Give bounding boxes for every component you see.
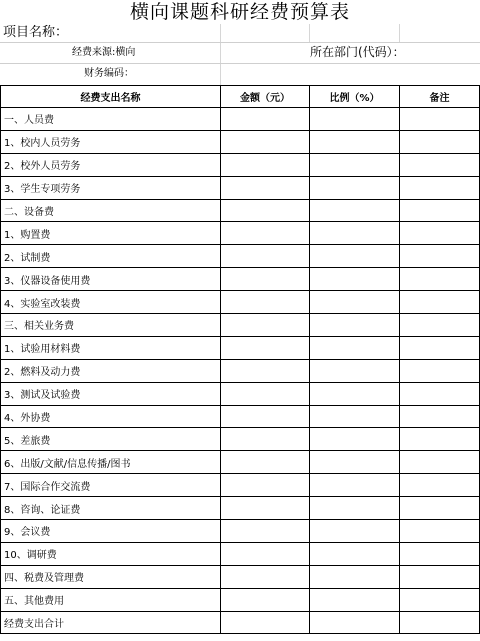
- remarks-cell[interactable]: [400, 542, 480, 565]
- table-row: [1, 428, 480, 451]
- ratio-cell[interactable]: [310, 542, 400, 565]
- expense-name-cell: 3、仪器设备使用费: [1, 268, 221, 291]
- amount-cell[interactable]: [221, 199, 310, 222]
- remarks-cell[interactable]: [400, 314, 480, 337]
- ratio-cell[interactable]: [310, 153, 400, 176]
- table-row: [1, 497, 480, 520]
- table-row: [1, 291, 480, 314]
- remarks-cell[interactable]: [400, 520, 480, 543]
- amount-cell[interactable]: [221, 359, 310, 382]
- table-row: [1, 314, 480, 337]
- table-row: [1, 542, 480, 565]
- remarks-cell[interactable]: [400, 405, 480, 428]
- budget-table: [0, 85, 480, 634]
- amount-cell[interactable]: [221, 474, 310, 497]
- amount-cell[interactable]: [221, 153, 310, 176]
- remarks-cell[interactable]: [400, 176, 480, 199]
- amount-cell[interactable]: [221, 268, 310, 291]
- expense-name-cell: 10、调研费: [1, 542, 221, 565]
- table-row: [1, 588, 480, 611]
- table-row: [1, 108, 480, 131]
- remarks-cell[interactable]: [400, 611, 480, 634]
- expense-name-cell: 二、设备费: [1, 199, 221, 222]
- remarks-cell[interactable]: [400, 130, 480, 153]
- amount-cell[interactable]: [221, 176, 310, 199]
- project-name-row: [0, 24, 480, 43]
- expense-name-cell: 1、校内人员劳务: [1, 130, 221, 153]
- ratio-cell[interactable]: [310, 245, 400, 268]
- page-title: 横向课题科研经费预算表: [129, 1, 350, 23]
- ratio-cell[interactable]: [310, 359, 400, 382]
- amount-cell[interactable]: [221, 222, 310, 245]
- remarks-cell[interactable]: [400, 451, 480, 474]
- expense-name-cell: 4、实验室改装费: [1, 291, 221, 314]
- table-row: [1, 245, 480, 268]
- remarks-cell[interactable]: [400, 108, 480, 131]
- remarks-cell[interactable]: [400, 153, 480, 176]
- amount-cell[interactable]: [221, 565, 310, 588]
- table-row: [1, 382, 480, 405]
- table-row: [1, 405, 480, 428]
- expense-name-cell: 三、相关业务费: [1, 314, 221, 337]
- ratio-cell[interactable]: [310, 474, 400, 497]
- table-row: [1, 222, 480, 245]
- amount-cell[interactable]: [221, 245, 310, 268]
- amount-cell[interactable]: [221, 108, 310, 131]
- expense-name-cell: 6、出版/文献/信息传播/图书: [1, 451, 221, 474]
- header-expense-name: 经费支出名称: [1, 86, 221, 108]
- amount-cell[interactable]: [221, 336, 310, 359]
- amount-cell[interactable]: [221, 291, 310, 314]
- expense-name-cell: 四、税费及管理费: [1, 565, 221, 588]
- ratio-cell[interactable]: [310, 428, 400, 451]
- expense-name-cell: 五、其他费用: [1, 588, 221, 611]
- header-remarks: 备注: [400, 86, 480, 108]
- amount-cell[interactable]: [221, 542, 310, 565]
- table-row: [1, 153, 480, 176]
- expense-name-cell: 8、咨询、论证费: [1, 497, 221, 520]
- amount-cell[interactable]: [221, 382, 310, 405]
- remarks-cell[interactable]: [400, 359, 480, 382]
- remarks-cell[interactable]: [400, 588, 480, 611]
- expense-name-cell: 3、学生专项劳务: [1, 176, 221, 199]
- table-row: [1, 336, 480, 359]
- remarks-cell[interactable]: [400, 382, 480, 405]
- table-row: [1, 520, 480, 543]
- ratio-cell[interactable]: [310, 268, 400, 291]
- ratio-cell[interactable]: [310, 130, 400, 153]
- funding-source-label: 经费来源:横向: [72, 47, 136, 58]
- remarks-cell[interactable]: [400, 199, 480, 222]
- amount-cell[interactable]: [221, 520, 310, 543]
- expense-name-cell: 4、外协费: [1, 405, 221, 428]
- remarks-cell[interactable]: [400, 291, 480, 314]
- remarks-cell[interactable]: [400, 474, 480, 497]
- remarks-cell[interactable]: [400, 268, 480, 291]
- amount-cell[interactable]: [221, 611, 310, 634]
- table-row: [1, 451, 480, 474]
- ratio-cell[interactable]: [310, 588, 400, 611]
- amount-cell[interactable]: [221, 130, 310, 153]
- funding-row: [0, 42, 480, 64]
- amount-cell[interactable]: [221, 428, 310, 451]
- finance-code-row: [0, 63, 480, 85]
- expense-name-cell: 2、校外人员劳务: [1, 153, 221, 176]
- expense-name-cell: 9、会议费: [1, 520, 221, 543]
- ratio-cell[interactable]: [310, 108, 400, 131]
- header-ratio: 比例（%）: [310, 86, 400, 108]
- ratio-cell[interactable]: [310, 176, 400, 199]
- ratio-cell[interactable]: [310, 336, 400, 359]
- amount-cell[interactable]: [221, 588, 310, 611]
- expense-name-cell: 经费支出合计: [1, 611, 221, 634]
- expense-name-cell: 2、试制费: [1, 245, 221, 268]
- remarks-cell[interactable]: [400, 565, 480, 588]
- table-row: [1, 611, 480, 634]
- table-row: [1, 176, 480, 199]
- project-name-label: 项目名称：: [3, 25, 69, 40]
- expense-name-cell: 2、燃料及动力费: [1, 359, 221, 382]
- remarks-cell[interactable]: [400, 497, 480, 520]
- ratio-cell[interactable]: [310, 405, 400, 428]
- ratio-cell[interactable]: [310, 520, 400, 543]
- table-header-row: [1, 86, 480, 108]
- ratio-cell[interactable]: [310, 611, 400, 634]
- table-row: [1, 130, 480, 153]
- budget-table-body: [1, 108, 480, 634]
- table-row: [1, 199, 480, 222]
- table-row: [1, 474, 480, 497]
- ratio-cell[interactable]: [310, 291, 400, 314]
- header-amount: 金额（元）: [221, 86, 310, 108]
- ratio-cell[interactable]: [310, 565, 400, 588]
- expense-name-cell: 3、测试及试验费: [1, 382, 221, 405]
- amount-cell[interactable]: [221, 497, 310, 520]
- ratio-cell[interactable]: [310, 199, 400, 222]
- department-label: 所在部门(代码）：: [310, 45, 405, 59]
- expense-name-cell: 5、差旅费: [1, 428, 221, 451]
- amount-cell[interactable]: [221, 314, 310, 337]
- ratio-cell[interactable]: [310, 382, 400, 405]
- expense-name-cell: 一、人员费: [1, 108, 221, 131]
- ratio-cell[interactable]: [310, 497, 400, 520]
- remarks-cell[interactable]: [400, 245, 480, 268]
- remarks-cell[interactable]: [400, 336, 480, 359]
- ratio-cell[interactable]: [310, 451, 400, 474]
- amount-cell[interactable]: [221, 451, 310, 474]
- remarks-cell[interactable]: [400, 222, 480, 245]
- ratio-cell[interactable]: [310, 222, 400, 245]
- table-row: [1, 268, 480, 291]
- remarks-cell[interactable]: [400, 428, 480, 451]
- expense-name-cell: 1、购置费: [1, 222, 221, 245]
- finance-code-label: 财务编码：: [84, 68, 134, 79]
- ratio-cell[interactable]: [310, 314, 400, 337]
- amount-cell[interactable]: [221, 405, 310, 428]
- expense-name-cell: 1、试验用材料费: [1, 336, 221, 359]
- expense-name-cell: 7、国际合作交流费: [1, 474, 221, 497]
- table-row: [1, 359, 480, 382]
- table-row: [1, 565, 480, 588]
